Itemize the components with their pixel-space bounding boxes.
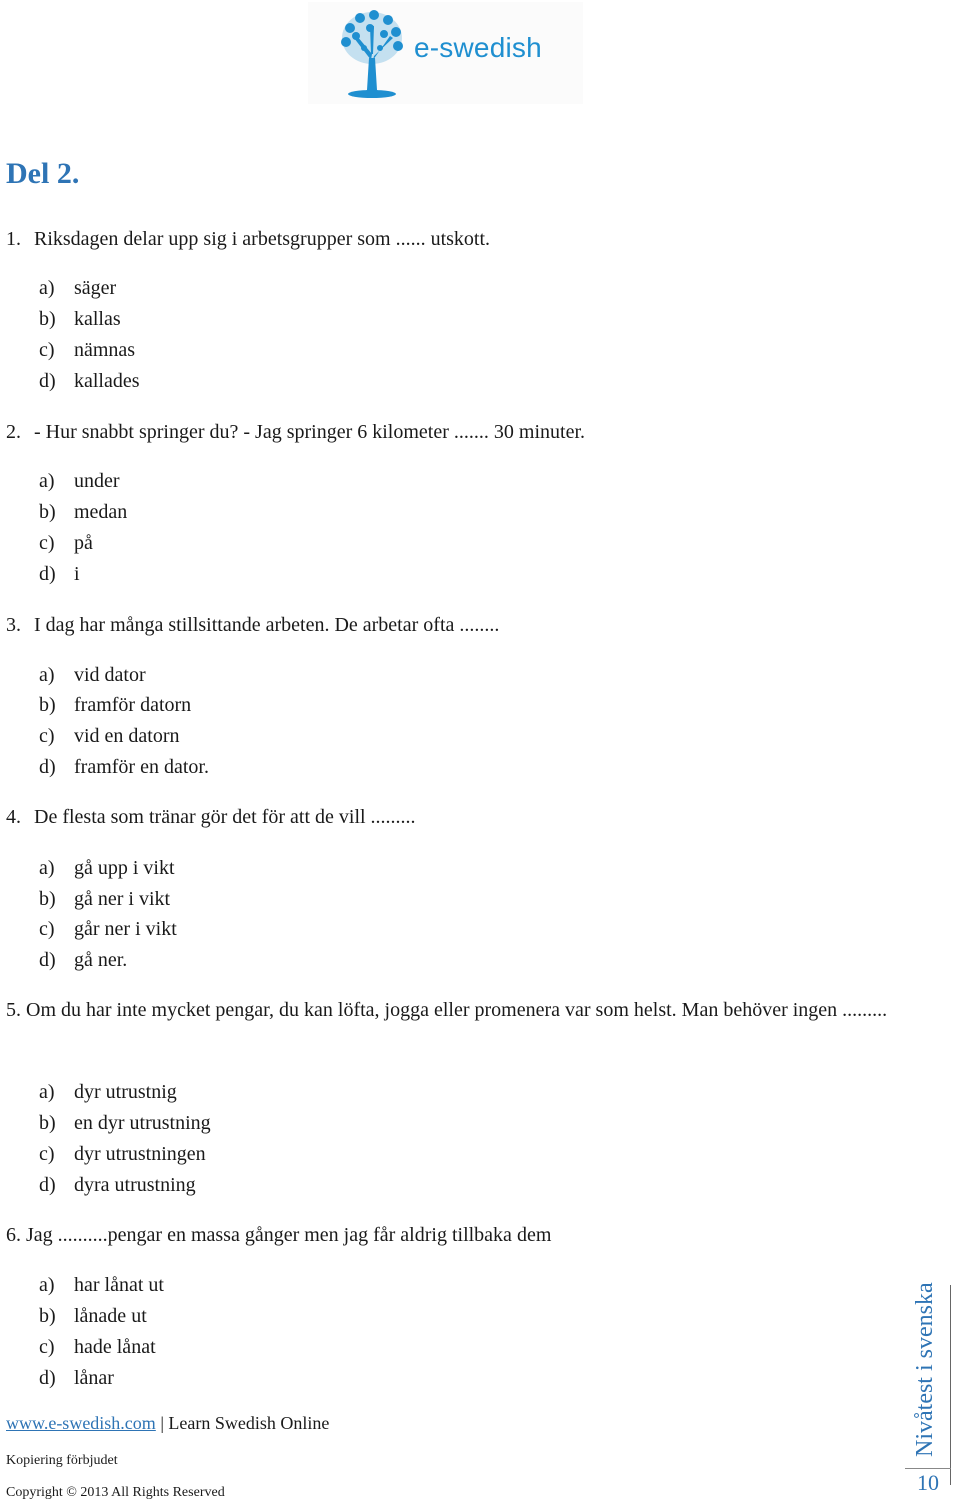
- option-4a: [39, 855, 175, 881]
- option-letter: c): [39, 725, 55, 747]
- option-3a: [39, 662, 146, 688]
- question-2: [6, 419, 585, 445]
- option-letter: a): [39, 1274, 55, 1296]
- option-3c: [39, 723, 180, 749]
- option-text: vid en datorn: [74, 725, 180, 747]
- option-1d: [39, 368, 140, 394]
- option-letter: d): [39, 1174, 56, 1196]
- option-text: på: [74, 532, 93, 554]
- option-letter: a): [39, 470, 55, 492]
- question-text: De flesta som tränar gör det för att de vill .........: [34, 806, 416, 828]
- option-text: medan: [74, 501, 128, 523]
- question-5: [6, 995, 906, 1026]
- option-letter: b): [39, 694, 56, 716]
- option-text: kallas: [74, 308, 121, 330]
- option-text: gå ner i vikt: [74, 888, 171, 910]
- option-letter: c): [39, 918, 55, 940]
- question-text: Jag ..........pengar en massa gånger men jag får aldrig tillbaka dem: [26, 1224, 552, 1246]
- option-letter: d): [39, 949, 56, 971]
- option-text: gå ner.: [74, 949, 128, 971]
- option-text: lånar: [74, 1367, 114, 1389]
- option-letter: c): [39, 1143, 55, 1165]
- option-text: dyr utrustnig: [74, 1081, 177, 1103]
- option-text: framför datorn: [74, 694, 192, 716]
- website-link[interactable]: www.e-swedish.com: [6, 1413, 156, 1433]
- option-text: dyr utrustningen: [74, 1143, 206, 1165]
- option-text: går ner i vikt: [74, 918, 177, 940]
- option-letter: a): [39, 664, 55, 686]
- question-6: [6, 1222, 551, 1248]
- option-letter: d): [39, 370, 56, 392]
- option-letter: d): [39, 1367, 56, 1389]
- question-text: - Hur snabbt springer du? - Jag springer 6 kilometer ....... 30 minuter.: [34, 421, 585, 443]
- question-1: [6, 226, 490, 252]
- logo-text: e-swedish: [414, 32, 542, 63]
- option-2d: [39, 561, 80, 587]
- option-letter: b): [39, 501, 56, 523]
- question-4: [6, 804, 416, 830]
- option-text: kallades: [74, 370, 140, 392]
- option-3b: [39, 692, 191, 718]
- option-letter: b): [39, 1112, 56, 1134]
- option-6d: [39, 1365, 114, 1391]
- question-number: 3.: [6, 614, 21, 636]
- copy-notice: Kopiering förbjudet: [6, 1453, 118, 1468]
- tree-icon: [336, 8, 408, 100]
- section-heading: Del 2.: [6, 157, 80, 190]
- option-6c: [39, 1334, 156, 1360]
- footer-website: [6, 1413, 329, 1434]
- option-letter: a): [39, 857, 55, 879]
- option-letter: d): [39, 563, 56, 585]
- question-text: Riksdagen delar upp sig i arbetsgrupper som ...... utskott.: [34, 228, 491, 250]
- option-2a: [39, 468, 120, 494]
- option-5b: [39, 1110, 211, 1136]
- question-number: 6.: [6, 1224, 21, 1246]
- option-2c: [39, 530, 93, 556]
- side-divider: [950, 1285, 951, 1485]
- option-letter: d): [39, 756, 56, 778]
- option-5a: [39, 1079, 177, 1105]
- e-swedish-logo: [308, 2, 583, 104]
- option-text: nämnas: [74, 339, 136, 361]
- option-6b: [39, 1303, 147, 1329]
- question-text: Om du har inte mycket pengar, du kan löfta, jogga eller promenera var som helst. Man behöver ingen .........: [26, 999, 888, 1021]
- option-4b: [39, 886, 170, 912]
- option-text: framför en dator.: [74, 756, 209, 778]
- option-letter: c): [39, 1336, 55, 1358]
- footer-tagline: Learn Swedish Online: [168, 1413, 330, 1433]
- page-number-rule: [905, 1468, 951, 1469]
- option-letter: c): [39, 339, 55, 361]
- option-text: hade lånat: [74, 1336, 156, 1358]
- option-letter: a): [39, 277, 55, 299]
- option-letter: a): [39, 1081, 55, 1103]
- question-3: [6, 612, 499, 638]
- option-3d: [39, 754, 209, 780]
- option-text: dyra utrustning: [74, 1174, 196, 1196]
- option-6a: [39, 1272, 164, 1298]
- option-text: säger: [74, 277, 117, 299]
- option-1b: [39, 306, 121, 332]
- option-text: vid dator: [74, 664, 146, 686]
- option-text: en dyr utrustning: [74, 1112, 211, 1134]
- footer-separator: |: [155, 1413, 169, 1433]
- option-4d: [39, 947, 127, 973]
- option-letter: b): [39, 308, 56, 330]
- question-number: 4.: [6, 806, 21, 828]
- option-text: har lånat ut: [74, 1274, 164, 1296]
- option-letter: b): [39, 1305, 56, 1327]
- option-text: lånade ut: [74, 1305, 147, 1327]
- option-5d: [39, 1172, 196, 1198]
- question-number: 1.: [6, 228, 21, 250]
- option-4c: [39, 916, 177, 942]
- option-text: under: [74, 470, 120, 492]
- option-letter: b): [39, 888, 56, 910]
- question-text: I dag har många stillsittande arbeten. De arbetar ofta ........: [34, 614, 500, 636]
- option-1a: [39, 275, 116, 301]
- option-text: gå upp i vikt: [74, 857, 175, 879]
- option-2b: [39, 499, 127, 525]
- question-number: 5.: [6, 999, 21, 1021]
- side-title: Nivåtest i svenska: [912, 1282, 938, 1457]
- option-letter: c): [39, 532, 55, 554]
- option-1c: [39, 337, 135, 363]
- question-number: 2.: [6, 421, 21, 443]
- copyright: Copyright © 2013 All Rights Reserved: [6, 1485, 225, 1500]
- option-5c: [39, 1141, 206, 1167]
- option-text: i: [74, 563, 80, 585]
- page-number: 10: [917, 1470, 939, 1495]
